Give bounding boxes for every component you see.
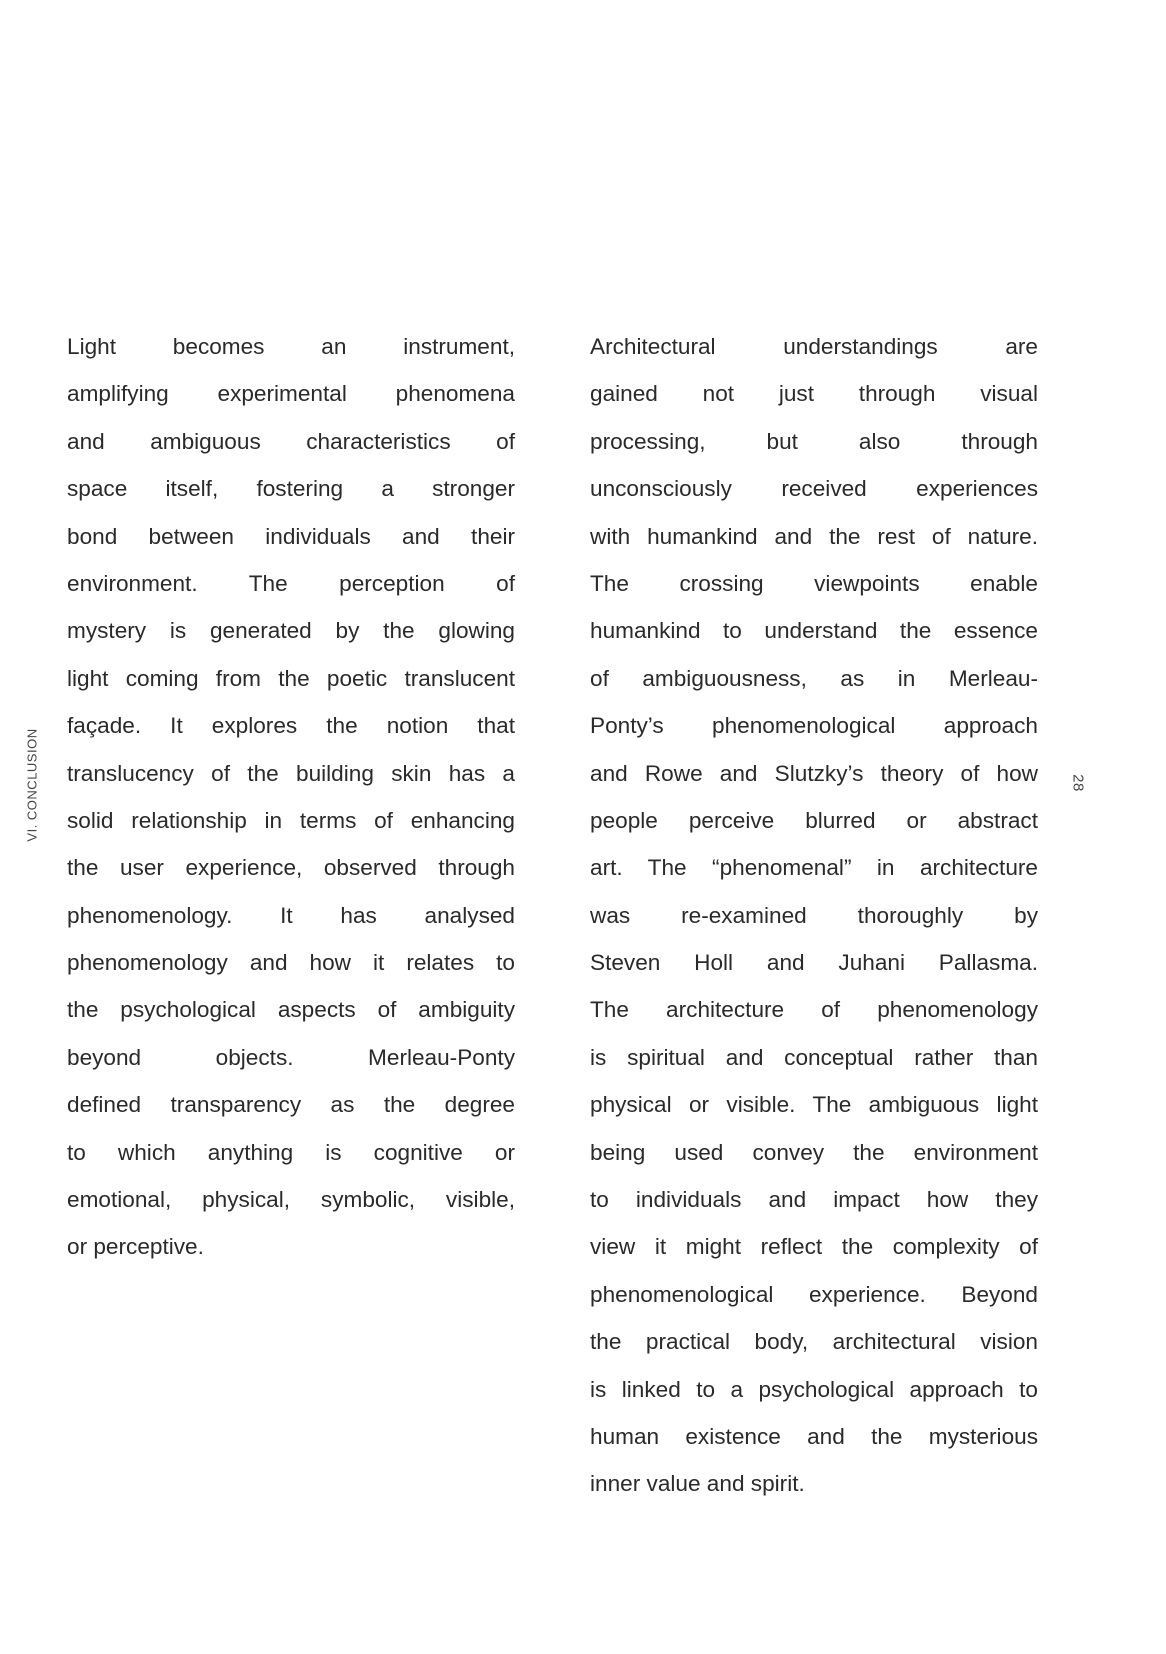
text-line: environment. The perception of xyxy=(67,570,515,596)
text-line: Architectural understandings are xyxy=(590,334,1038,359)
text-line: people perceive blurred or abstract xyxy=(590,807,1038,833)
text-line: The crossing viewpoints enable xyxy=(590,570,1038,596)
text-line: unconsciously received experiences xyxy=(590,476,1038,502)
text-line: of ambiguousness, as in Merleau- xyxy=(590,665,1038,691)
text-line: the practical body, architectural vision xyxy=(590,1329,1038,1355)
text-line: phenomenology and how it relates to xyxy=(67,950,515,976)
text-line: was re-examined thoroughly by xyxy=(590,902,1038,928)
text-line: with humankind and the rest of nature. xyxy=(590,523,1038,549)
page-number: 28 xyxy=(1069,774,1087,792)
text-line: light coming from the poetic translucent xyxy=(67,665,515,691)
text-line: inner value and spirit. xyxy=(590,1471,805,1497)
text-column-left xyxy=(67,323,515,1271)
text-line: view it might reflect the complexity of xyxy=(590,1234,1038,1260)
text-line: amplifying experimental phenomena xyxy=(67,381,515,407)
text-line: phenomenology. It has analysed xyxy=(67,902,515,928)
section-label: VI. CONCLUSION xyxy=(24,728,40,842)
text-line: solid relationship in terms of enhancing xyxy=(67,807,515,833)
text-line: human existence and the mysterious xyxy=(590,1423,1038,1449)
text-line: art. The “phenomenal” in architecture xyxy=(590,855,1038,881)
text-line: to individuals and impact how they xyxy=(590,1187,1038,1213)
text-line: Ponty’s phenomenological approach xyxy=(590,713,1038,739)
text-line: phenomenological experience. Beyond xyxy=(590,1281,1038,1307)
text-line: being used convey the environment xyxy=(590,1139,1038,1165)
text-line: physical or visible. The ambiguous light xyxy=(590,1092,1038,1118)
text-line: translucency of the building skin has a xyxy=(67,760,515,786)
text-column-right xyxy=(590,323,1038,1508)
text-line: Steven Holl and Juhani Pallasma. xyxy=(590,950,1038,976)
text-line: and ambiguous characteristics of xyxy=(67,428,515,454)
text-line: gained not just through visual xyxy=(590,381,1038,407)
text-line: beyond objects. Merleau-Ponty xyxy=(67,1044,515,1070)
text-line: to which anything is cognitive or xyxy=(67,1139,515,1165)
text-line: is linked to a psychological approach to xyxy=(590,1376,1038,1402)
text-line: and Rowe and Slutzky’s theory of how xyxy=(590,760,1038,786)
text-line: space itself, fostering a stronger xyxy=(67,476,515,502)
text-line: emotional, physical, symbolic, visible, xyxy=(67,1187,515,1213)
text-line: mystery is generated by the glowing xyxy=(67,618,515,644)
text-line: Light becomes an instrument, xyxy=(67,334,515,359)
text-line: is spiritual and conceptual rather than xyxy=(590,1044,1038,1070)
text-line: The architecture of phenomenology xyxy=(590,997,1038,1023)
text-line: the psychological aspects of ambiguity xyxy=(67,997,515,1023)
text-line: or perceptive. xyxy=(67,1234,204,1260)
text-line: humankind to understand the essence xyxy=(590,618,1038,644)
text-line: the user experience, observed through xyxy=(67,855,515,881)
text-line: processing, but also through xyxy=(590,428,1038,454)
text-line: bond between individuals and their xyxy=(67,523,515,549)
text-line: façade. It explores the notion that xyxy=(67,713,515,739)
text-line: defined transparency as the degree xyxy=(67,1092,515,1118)
